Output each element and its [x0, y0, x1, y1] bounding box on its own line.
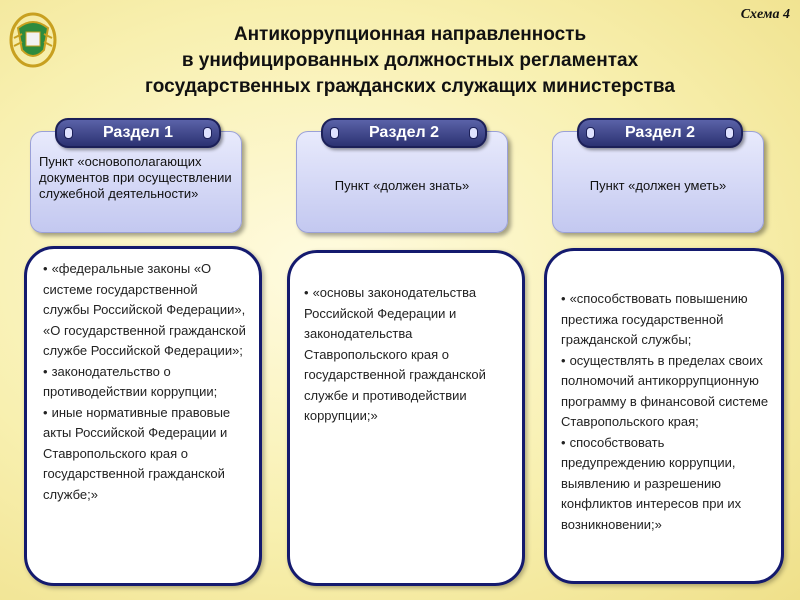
- content-list-3: [547, 251, 781, 535]
- section-label-3: Раздел 2: [624, 124, 696, 141]
- section-pill-3: [577, 118, 743, 148]
- content-box-2: [287, 250, 525, 586]
- page-title: [60, 22, 760, 100]
- section-header-2: [296, 124, 508, 233]
- section-label-1: Раздел 1: [102, 124, 174, 141]
- content-box-3: [544, 248, 784, 584]
- list-item: • «основы законодательства Российской Федерации и законодательства Ставропольского края о государственной гражданской службе и противодействии коррупции;»: [304, 283, 510, 427]
- content-list-1: [27, 249, 259, 505]
- pill-knob-icon: [330, 127, 339, 139]
- pill-knob-icon: [469, 127, 478, 139]
- section-pill-1: [55, 118, 221, 148]
- section-header-3: [552, 124, 764, 233]
- list-item: • иные нормативные правовые акты Российской Федерации и Ставропольского края о государственной гражданской службе;»: [43, 403, 247, 506]
- list-item: • осуществлять в пределах своих полномочий антикоррупционную программу в финансовой системе Ставропольского края;: [561, 351, 771, 433]
- pill-knob-icon: [203, 127, 212, 139]
- list-item: • «способствовать повышению престижа государственной гражданской службы;: [561, 289, 771, 351]
- title-line-2: в унифицированных должностных регламентах: [181, 50, 639, 71]
- title-line-1: Антикоррупционная направленность: [233, 24, 587, 45]
- pill-knob-icon: [586, 127, 595, 139]
- content-list-2: [290, 253, 522, 427]
- title-line-3: государственных гражданских служащих министерства: [145, 76, 675, 97]
- content-box-1: [24, 246, 262, 586]
- section-header-1: [30, 124, 242, 233]
- coat-of-arms-icon: [8, 10, 58, 70]
- section-heading-3: Пункт «должен уметь»: [589, 178, 727, 193]
- list-item: • способствовать предупреждению коррупции, выявлению и разрешению конфликтов интересов при их возникновении;»: [561, 433, 771, 536]
- list-item: • законодательство о противодействии коррупции;: [43, 362, 247, 403]
- schema-label: Схема 4: [740, 7, 790, 22]
- section-heading-1: Пункт «основополагающих документов при осуществлении служебной деятельности»: [39, 154, 232, 201]
- section-pill-2: [321, 118, 487, 148]
- pill-knob-icon: [64, 127, 73, 139]
- section-label-2: Раздел 2: [368, 124, 440, 141]
- section-heading-2: Пункт «должен знать»: [334, 178, 470, 193]
- list-item: • «федеральные законы «О системе государственной службы Российской Федерации», «О государственной гражданской службе Российской Федерации»;: [43, 259, 247, 362]
- pill-knob-icon: [725, 127, 734, 139]
